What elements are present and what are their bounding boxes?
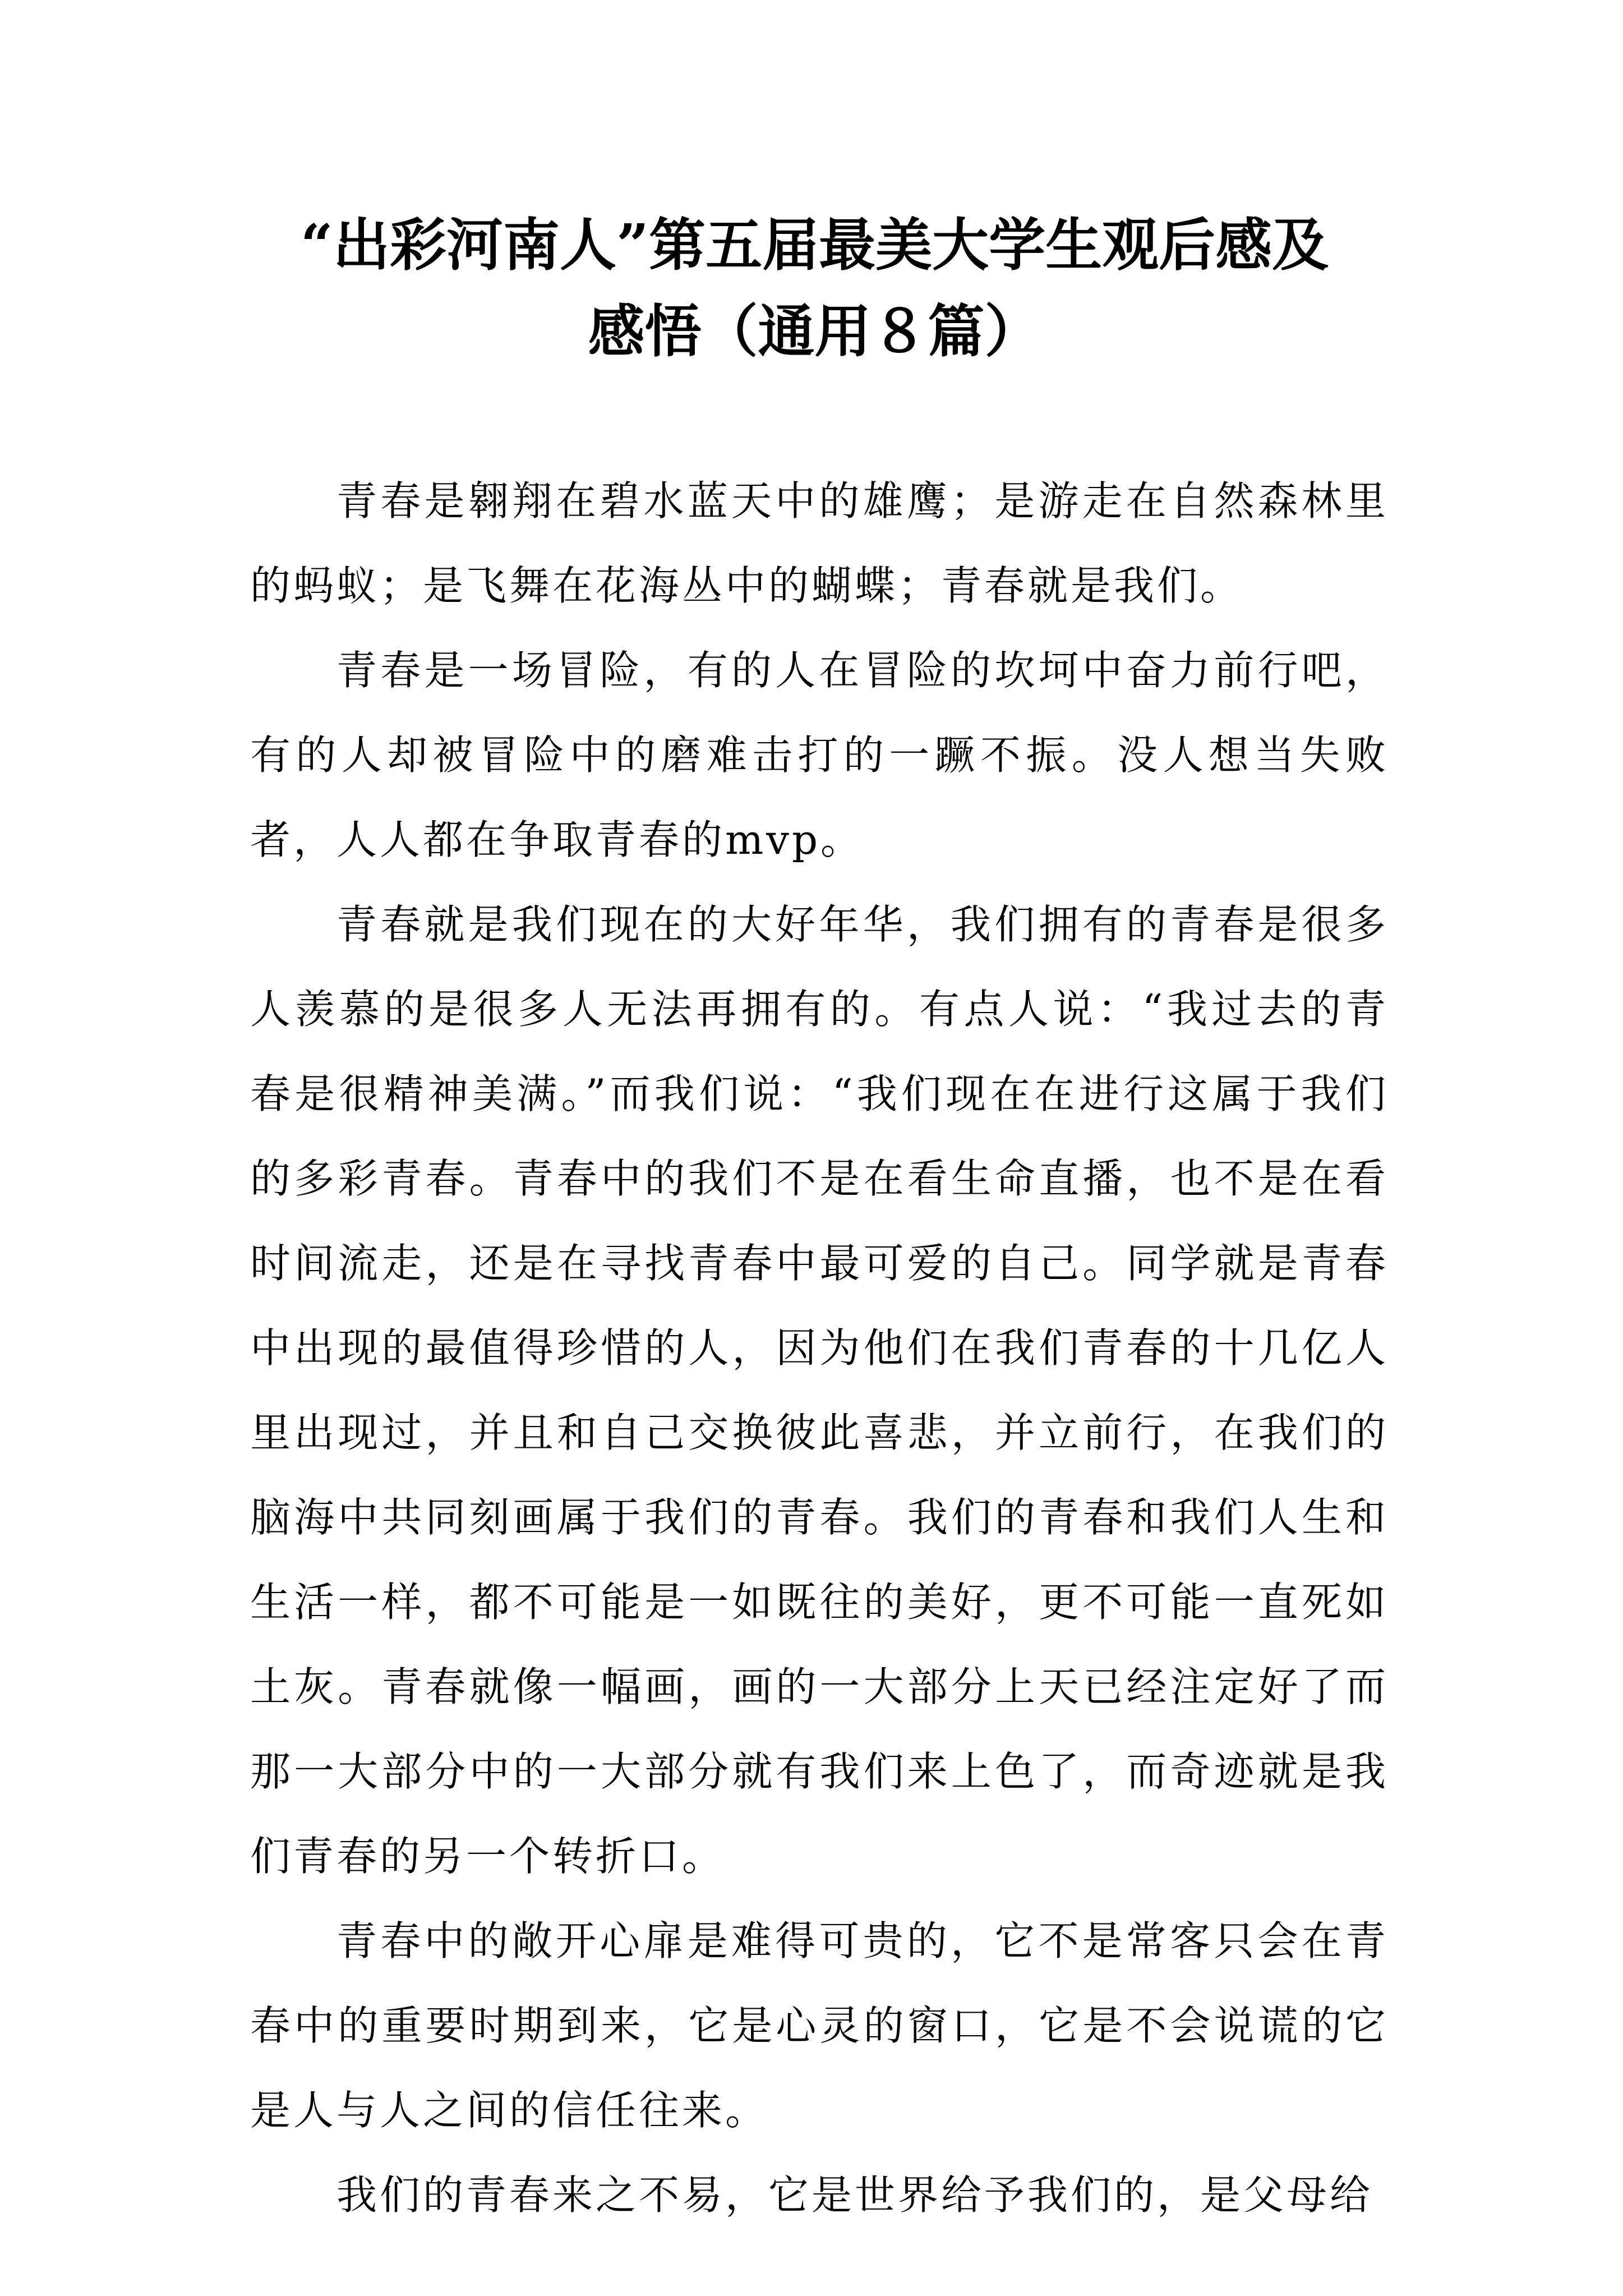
paragraph-4: 青春中的敞开心扉是难得可贵的，它不是常客只会在青春中的重要时期到来，它是心灵的窗口，它是不会说谎的它是人与人之间的信任往来。 (250, 1917, 1389, 2134)
paragraph-2: 青春是一场冒险，有的人在冒险的坎坷中奋力前行吧，有的人却被冒险中的磨难击打的一蹶不振。没人想当失败者，人人都在争取青春的mvp。 (250, 647, 1389, 863)
title-line-2: 感悟（通用８篇） (588, 298, 1041, 365)
paragraph-3: 青春就是我们现在的大好年华，我们拥有的青春是很多人羡慕的是很多人无法再拥有的。有点人说：“我过去的青春是很精神美满。”而我们说：“我们现在在进行这属于我们的多彩青春。青春中的我们不是在看生命直播，也不是在看时间流走，还是在寻找青春中最可爱的自己。同学就是青春中出现的最值得珍惜的人，因为他们在我们青春的十几亿人里出现过，并且和自己交换彼此喜悲，并立前行，在我们的脑海中共同刻画属于我们的青春。我们的青春和我们人生和生活一样，都不可能是一如既往的美好，更不可能一直死如土灰。青春就像一幅画，画的一大部分上天已经注定好了而那一大部分中的一大部分就有我们来上色了，而奇迹就是我们青春的另一个转折口。 (250, 901, 1389, 1880)
paragraph-1: 青春是翱翔在碧水蓝天中的雄鹰；是游走在自然森林里的蚂蚁；是飞舞在花海丛中的蝴蝶；青春就是我们。 (250, 477, 1389, 609)
title-line-1: “出彩河南人”第五届最美大学生观后感及 (300, 211, 1329, 278)
paragraph-5: 我们的青春来之不易，它是世界给予我们的，是父母给 (336, 2171, 1373, 2219)
document-title (258, 202, 1371, 375)
document-body (250, 459, 1389, 2238)
